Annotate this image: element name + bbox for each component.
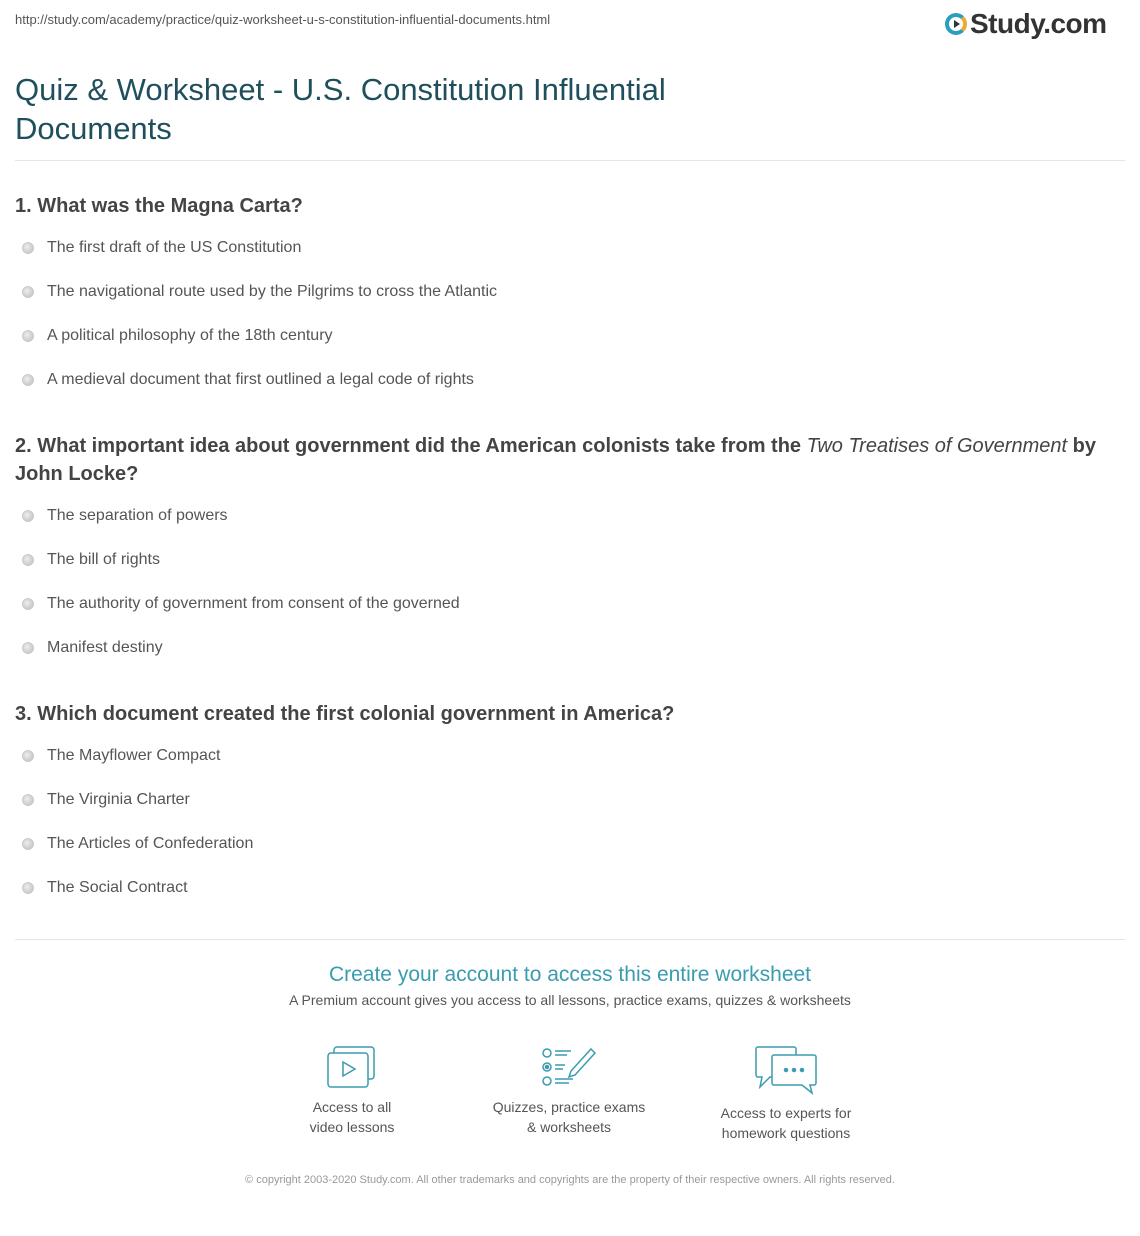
- copyright: © copyright 2003-2020 Study.com. All other trademarks and copyrights are the property of their respective owners. All rights reserved.: [245, 1174, 895, 1186]
- radio-icon[interactable]: [22, 794, 34, 806]
- feature-label: & worksheets: [526, 1119, 612, 1135]
- chat-icon: [754, 1045, 818, 1095]
- feature-quizzes: [479, 1045, 659, 1137]
- radio-icon[interactable]: [22, 374, 34, 386]
- question-3: 3. Which document created the first colonial government in America?: [15, 703, 675, 725]
- feature-video: [262, 1045, 442, 1137]
- video-icon: [326, 1045, 378, 1089]
- answer-option[interactable]: [22, 879, 188, 897]
- feature-label: Access to experts for: [720, 1105, 852, 1121]
- option-label: A medieval document that first outlined a legal code of rights: [47, 371, 474, 388]
- page-title: Quiz & Worksheet - U.S. Constitution Influential Documents: [15, 72, 666, 146]
- radio-icon[interactable]: [22, 750, 34, 762]
- answer-option[interactable]: [22, 791, 190, 809]
- option-label: The Social Contract: [47, 879, 188, 896]
- option-label: The bill of rights: [47, 551, 160, 568]
- radio-icon[interactable]: [22, 286, 34, 298]
- option-label: The Articles of Confederation: [47, 835, 254, 852]
- feature-label: Quizzes, practice exams: [492, 1099, 646, 1115]
- answer-option[interactable]: [22, 283, 497, 301]
- page-url: http://study.com/academy/practice/quiz-worksheet-u-s-constitution-influential-documents.html: [15, 12, 551, 27]
- create-account-link[interactable]: Create your account to access this entire worksheet: [328, 963, 812, 986]
- radio-icon[interactable]: [22, 882, 34, 894]
- radio-icon[interactable]: [22, 642, 34, 654]
- answer-option[interactable]: [22, 595, 460, 613]
- radio-icon[interactable]: [22, 330, 34, 342]
- question-1: 1. What was the Magna Carta?: [15, 195, 303, 217]
- answer-option[interactable]: [22, 747, 220, 765]
- cta-subtitle: A Premium account gives you access to all lessons, practice exams, quizzes & worksheets: [289, 992, 851, 1008]
- option-label: The Mayflower Compact: [47, 747, 221, 764]
- radio-icon[interactable]: [22, 554, 34, 566]
- feature-label: video lessons: [309, 1119, 395, 1135]
- divider: [15, 939, 1125, 940]
- question-text: by John Locke?: [15, 435, 1096, 485]
- option-label: The separation of powers: [47, 507, 228, 524]
- logo-play-icon: [945, 13, 967, 35]
- question-text: 2. What important idea about government did the American colonists take from the: [15, 435, 807, 457]
- option-label: The first draft of the US Constitution: [47, 239, 302, 256]
- answer-option[interactable]: [22, 239, 301, 257]
- answer-option[interactable]: [22, 639, 163, 657]
- radio-icon[interactable]: [22, 510, 34, 522]
- option-label: A political philosophy of the 18th century: [47, 327, 333, 344]
- question-2: [15, 432, 1125, 488]
- option-label: The Virginia Charter: [47, 791, 190, 808]
- book-title: Two Treatises of Government: [806, 435, 1068, 457]
- feature-experts: [696, 1045, 876, 1143]
- study-logo[interactable]: [945, 8, 1107, 40]
- option-label: Manifest destiny: [47, 639, 163, 656]
- quiz-icon: [541, 1045, 597, 1089]
- radio-icon[interactable]: [22, 598, 34, 610]
- option-label: The authority of government from consent of the governed: [47, 595, 460, 612]
- answer-option[interactable]: [22, 507, 228, 525]
- feature-label: Access to all: [312, 1099, 392, 1115]
- logo-text: Study.com: [970, 8, 1107, 39]
- option-label: The navigational route used by the Pilgrims to cross the Atlantic: [47, 283, 498, 300]
- answer-option[interactable]: [22, 551, 160, 569]
- radio-icon[interactable]: [22, 242, 34, 254]
- answer-option[interactable]: [22, 371, 474, 389]
- radio-icon[interactable]: [22, 838, 34, 850]
- feature-label: homework questions: [721, 1125, 851, 1141]
- divider: [15, 160, 1125, 161]
- answer-option[interactable]: [22, 327, 333, 345]
- answer-option[interactable]: [22, 835, 253, 853]
